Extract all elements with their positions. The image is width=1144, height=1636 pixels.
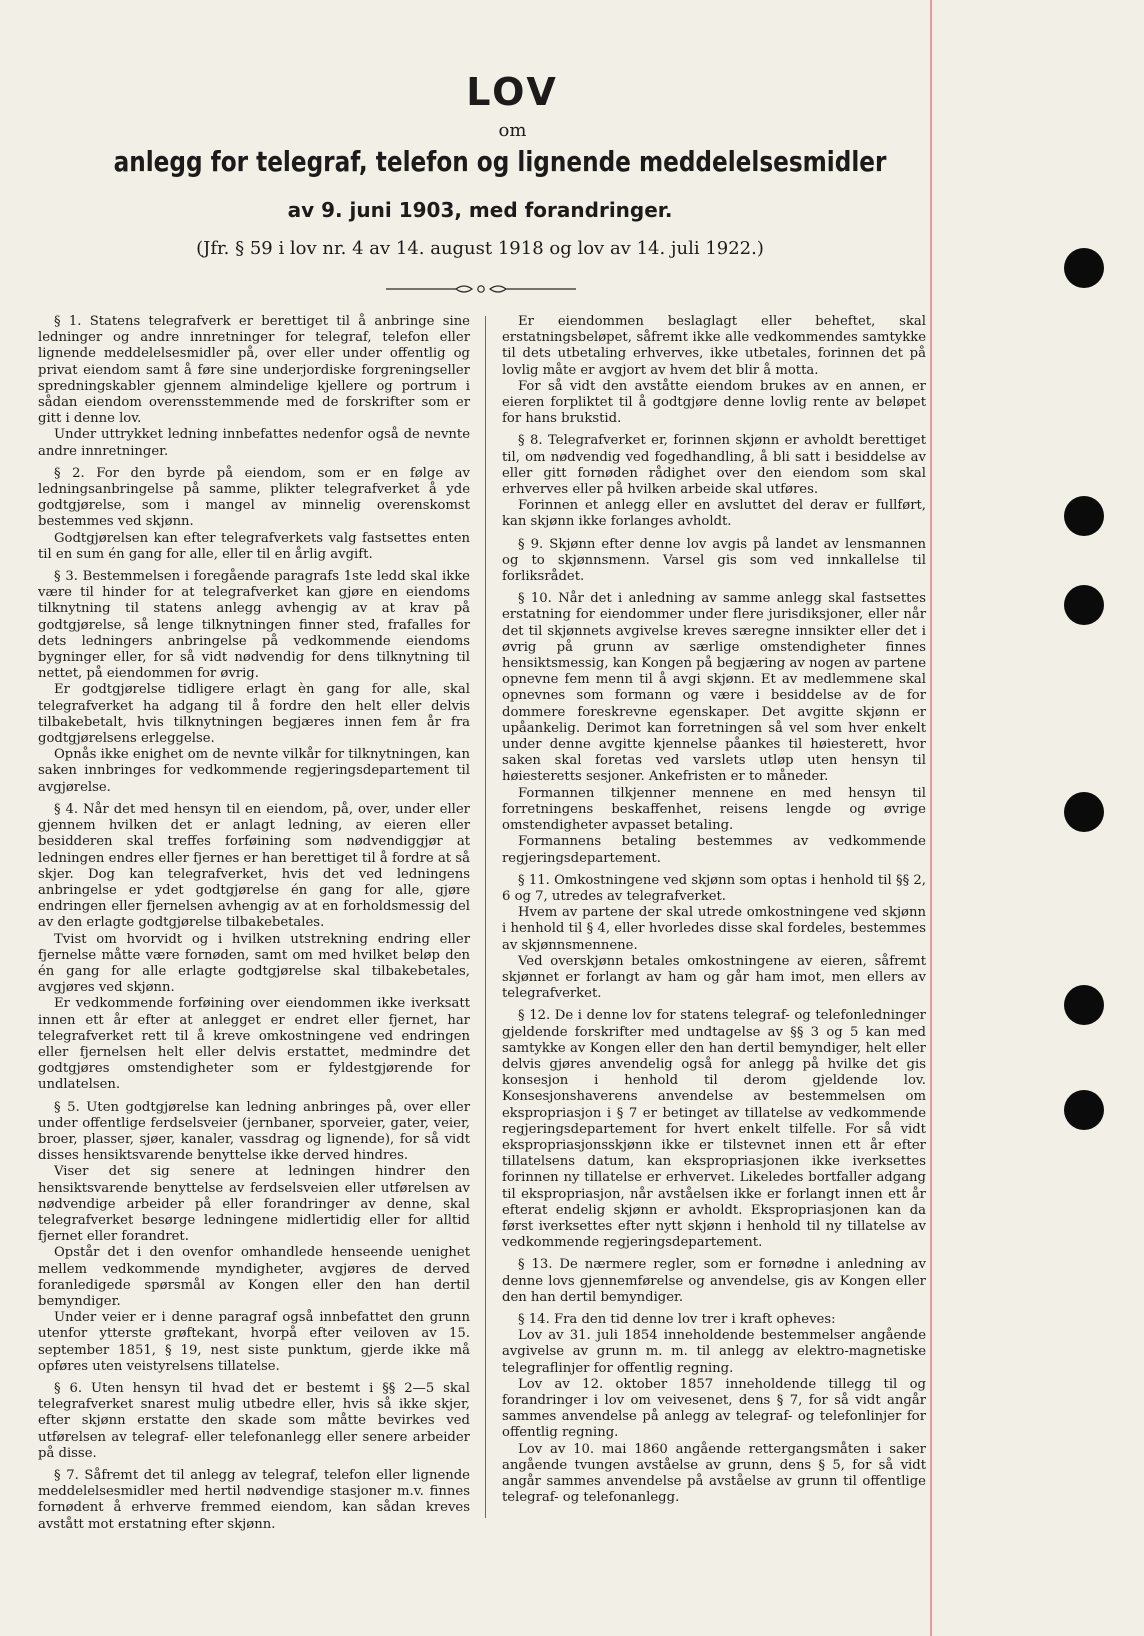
law-reference: (Jfr. § 59 i lov nr. 4 av 14. august 1918 og lov av 14. juli 1922.) xyxy=(196,238,764,259)
left-column xyxy=(38,314,470,1533)
paragraph: Opstår det i den ovenfor omhandlede henseende uenighet mellem vedkommende myndigheter, avgjøres de derved foranledigede spørsmål av Kongen eller den han dertil bemyndiger. xyxy=(38,1245,470,1309)
page-title: LOV xyxy=(466,70,559,114)
section-paragraph: § 2. For den byrde på eiendom, som er en følge av ledningsanbringelse på samme, plikter telegrafverket å yde godtgjørelse, som i mangel av minnelig overenskomst bestemmes ved skjønn. xyxy=(38,465,470,530)
paragraph: Hvem av partene der skal utrede omkostningene ved skjønn i henhold til § 4, eller hvorledes disse skal fordeles, bestemmes av skjønnsmennene. xyxy=(502,905,926,953)
right-column xyxy=(502,314,926,1506)
paragraph: For så vidt den avståtte eiendom brukes av en annen, er eieren forpliktet til å godtgjøre denne lovlig rente av beløpet for hans brukstid. xyxy=(502,378,926,427)
section-paragraph: § 5. Uten godtgjørelse kan ledning anbringes på, over eller under offentlige ferdselsveier (jernbaner, sporveier, gater, veier, broer, plasser, sjøer, kanaler, vassdrag og lignende), for så vidt disses hensiktsvarende benyttelse ikke derved hindres. xyxy=(38,1099,470,1164)
section-paragraph: § 9. Skjønn efter denne lov avgis på landet av lensmannen og to skjønnsmenn. Varsel gis som ved innkallelse til forliksrådet. xyxy=(502,536,926,585)
paragraph: Lov av 31. juli 1854 inneholdende bestemmelser angående avgivelse av grunn m. m. til anlegg av elektro-magnetiske telegraflinjer for offentlig regning. xyxy=(502,1328,926,1376)
paragraph: Ved overskjønn betales omkostningene av eieren, såfremt skjønnet er forlangt av ham og går ham imot, men ellers av telegrafverket. xyxy=(502,953,926,1002)
paragraph: Er vedkommende forføining over eiendommen ikke iverksatt innen ett år efter at anlegget er endret eller fjernet, har telegrafverket rett til å kreve omkostningene ved endringen eller fjernelsen helt eller delvis erstattet, medmindre det godtgjøres omstendigheter som er fyldestgjørende for undlatelsen. xyxy=(38,996,470,1093)
paragraph: Opnås ikke enighet om de nevnte vilkår for tilknytningen, kan saken innbringes for vedkommende regjeringsdepartement til avgjørelse. xyxy=(38,747,470,795)
title-connector: om xyxy=(498,120,527,141)
section-paragraph: § 14. Fra den tid denne lov trer i kraft opheves: xyxy=(518,1311,836,1327)
section-paragraph: § 13. De nærmere regler, som er fornødne i anledning av denne lovs gjennemførelse og anvendelse, gis av Kongen eller den han dertil bemyndiger. xyxy=(502,1257,926,1305)
section-paragraph: § 4. Når det med hensyn til en eiendom, på, over, under eller gjennem hvilken det er anlagt ledning, av eieren eller besidderen skal treffes forføining som nødvendiggjør at ledningen endres eller fjernes er han berettiget til å fordre at så skjer. Dog kan telegrafverket, hvis det ved ledningens anbringelse er ydet godtgjørelse én gang for alle, gjøre endringen eller fjernelsen avhengig av at en forholdsmessig del av den erlagte godtgjørelse tilbakebetales. xyxy=(38,801,470,931)
paragraph: Lov av 10. mai 1860 angående rettergangsmåten i saker angående tvungen avståelse av grunn, dens § 5, for så vidt angår sammes anvendelse på avståelse av grunn til offentlige telegraf- og telefonanlegg. xyxy=(502,1441,926,1506)
law-subtitle: anlegg for telegraf, telefon og lignende meddelelsesmidler xyxy=(113,145,887,178)
column-divider xyxy=(485,316,486,1518)
section-paragraph: § 3. Bestemmelsen i foregående paragrafs 1ste ledd skal ikke være til hinder for at telegrafverket kan gjøre en eiendoms tilknytning til statens anlegg avhengig av at krav på godtgjørelse, så lenge tilknytningen finner sted, frafalles for dets ledningers anbringelse på vedkommende eiendoms bygninger eller, for så vidt nødvendig for dens tilknytning til nettet, på eiendommen for øvrig. xyxy=(38,569,470,682)
punch-hole xyxy=(1064,248,1104,288)
paragraph: Formannen tilkjenner mennene en med hensyn til forretningens beskaffenhet, reisens lengde og øvrige omstendigheter avpasset betaling. xyxy=(502,785,926,834)
paragraph: Godtgjørelsen kan efter telegrafverkets valg fastsettes enten til en sum én gang for alle, eller til en årlig avgift. xyxy=(38,530,470,562)
section-paragraph: § 8. Telegrafverket er, forinnen skjønn er avholdt berettiget til, om nødvendig ved fogedhandling, å bli satt i besiddelse av eller gitt fornøden rådighet over den eiendom som skal erhverves eller på hvilken arbeide skal utføres. xyxy=(502,433,926,498)
section-paragraph: § 10. Når det i anledning av samme anlegg skal fastsettes erstatning for eiendommer under flere jurisdiksjoner, eller når det til skjønnets avgivelse kreves særegne innsikter eller det i øvrig på grunn av særlige omstendigheter finnes hensiktsmessig, kan Kongen på begjæring av nogen av partene opnevne fem menn til å avgi skjønn. Et av medlemmene skal opnevnes som formann og være i besiddelse av de for dommere foreskrevne egenskaper. Det avgitte skjønn er upåankelig. Derimot kan forretningen så vel som hver enkelt under denne avgitte kjennelse påankes til høiesterett, hvor saken skal foretas ved varslets utløp uten hensyn til høiesteretts sesjoner. Ankefristen er to måneder. xyxy=(502,591,926,785)
paragraph: Viser det sig senere at ledningen hindrer den hensiktsvarende benyttelse av ferdselsveien eller utførelsen av nødvendige arbeider på eller forandringer av denne, skal telegrafverket besørge ledningene midlertidig eller for alltid fjernet eller forandret. xyxy=(38,1164,470,1245)
section-paragraph: § 7. Såfremt det til anlegg av telegraf, telefon eller lignende meddelelsesmidler med hertil nødvendige stasjoner m.v. finnes fornødent å erhverve fremmed eiendom, kan sådan kreves avstått mot erstatning efter skjønn. xyxy=(38,1468,470,1532)
paragraph: Tvist om hvorvidt og i hvilken utstrekning endring eller fjernelse måtte være fornøden, samt om med hvilket beløp den én gang for alle erlagte godtgjørelse skal tilbakebetales, avgjøres ved skjønn. xyxy=(38,931,470,996)
punch-hole xyxy=(1064,585,1104,625)
ornament-divider xyxy=(386,282,576,296)
section-paragraph: § 12. De i denne lov for statens telegraf- og telefonledninger gjeldende forskrifter med undtagelse av §§ 3 og 5 kan med samtykke av Kongen eller den han dertil bemyndiger, helt eller delvis gjøres anvendelig også for anlegg på hvilke det gis konsesjon i henhold til derom gjeldende lov. Konsesjonshaverens anvendelse av bestemmelsen om ekspropriasjon i § 7 er betinget av tillatelse av vedkommende regjeringsdepartement for hvert enkelt tilfelle. For så vidt ekspropriasjonsskjønn ikke er tilstevnet innen ett år efter tillatelsens datum, kan ekspropriasjonen ikke iverksettes forinnen ny tillatelse er erhvervet. Likeledes bortfaller adgang til ekspropriasjon, når avståelsen ikke er forlangt innen ett år efterat endelig skjønn er avholdt. Ekspropriasjonen kan da først iverksettes efter nytt skjønn i henhold til ny tillatelse av vedkommende regjeringsdepartement. xyxy=(502,1008,926,1251)
law-date: av 9. juni 1903, med forandringer. xyxy=(287,198,673,222)
paragraph: Er godtgjørelse tidligere erlagt èn gang for alle, skal telegrafverket ha adgang til å fordre den helt eller delvis tilbakebetalt, hvis tilknytningen begjæres innen fem år fra godtgjørelsens erleggelse. xyxy=(38,682,470,747)
section-paragraph: § 11. Omkostningene ved skjønn som optas i henhold til §§ 2, 6 og 7, utredes av telegrafverket. xyxy=(502,872,926,904)
paragraph: Lov av 12. oktober 1857 inneholdende tillegg til og forandringer i lov om veivesenet, dens § 7, for så vidt angår sammes anvendelse på anlegg av telegraf- og telefonlinjer for offentlig regning. xyxy=(502,1376,926,1441)
paragraph: Under veier er i denne paragraf også innbefattet den grunn utenfor ytterste grøftekant, hvorpå efter veiloven av 15. september 1851, § 19, nest siste punktum, gjerde ikke må opføres uten veistyrelsens tillatelse. xyxy=(38,1310,470,1374)
punch-hole xyxy=(1064,985,1104,1025)
paragraph: Forinnen et anlegg eller en avsluttet del derav er fullført, kan skjønn ikke forlanges avholdt. xyxy=(502,498,926,530)
paragraph: Formannens betaling bestemmes av vedkommende regjeringsdepartement. xyxy=(502,834,926,866)
section-paragraph: § 1. Statens telegrafverk er berettiget til å anbringe sine ledninger og andre innretninger for telegraf, telefon eller lignende meddelelsesmidler på, over eller under offentlig og privat eiendom samt å føre sine underjordiske forgreningseller spredningskabler gjennem almindelige kjellere og portrum i sådan eiendom overensstemmende med de forskrifter som er gitt i denne lov. xyxy=(38,314,470,427)
punch-hole xyxy=(1064,792,1104,832)
punch-hole xyxy=(1064,1090,1104,1130)
paragraph: Er eiendommen beslaglagt eller beheftet, skal erstatningsbeløpet, såfremt ikke alle vedkommendes samtykke til dets utbetaling erhverves, ikke utbetales, forinnen det på lovlig måte er avgjort av hvem det blir å motta. xyxy=(502,314,926,378)
paragraph: Under uttrykket ledning innbefattes nedenfor også de nevnte andre innretninger. xyxy=(38,427,470,459)
punch-hole xyxy=(1064,496,1104,536)
section-paragraph: § 6. Uten hensyn til hvad det er bestemt i §§ 2—5 skal telegrafverket snarest mulig utbedre eller, hvis så ikke skjer, efter skjønn erstatte den skade som måtte bevirkes ved utførelsen av telegraf- eller telefonanlegg eller senere arbeider på disse. xyxy=(38,1381,470,1461)
